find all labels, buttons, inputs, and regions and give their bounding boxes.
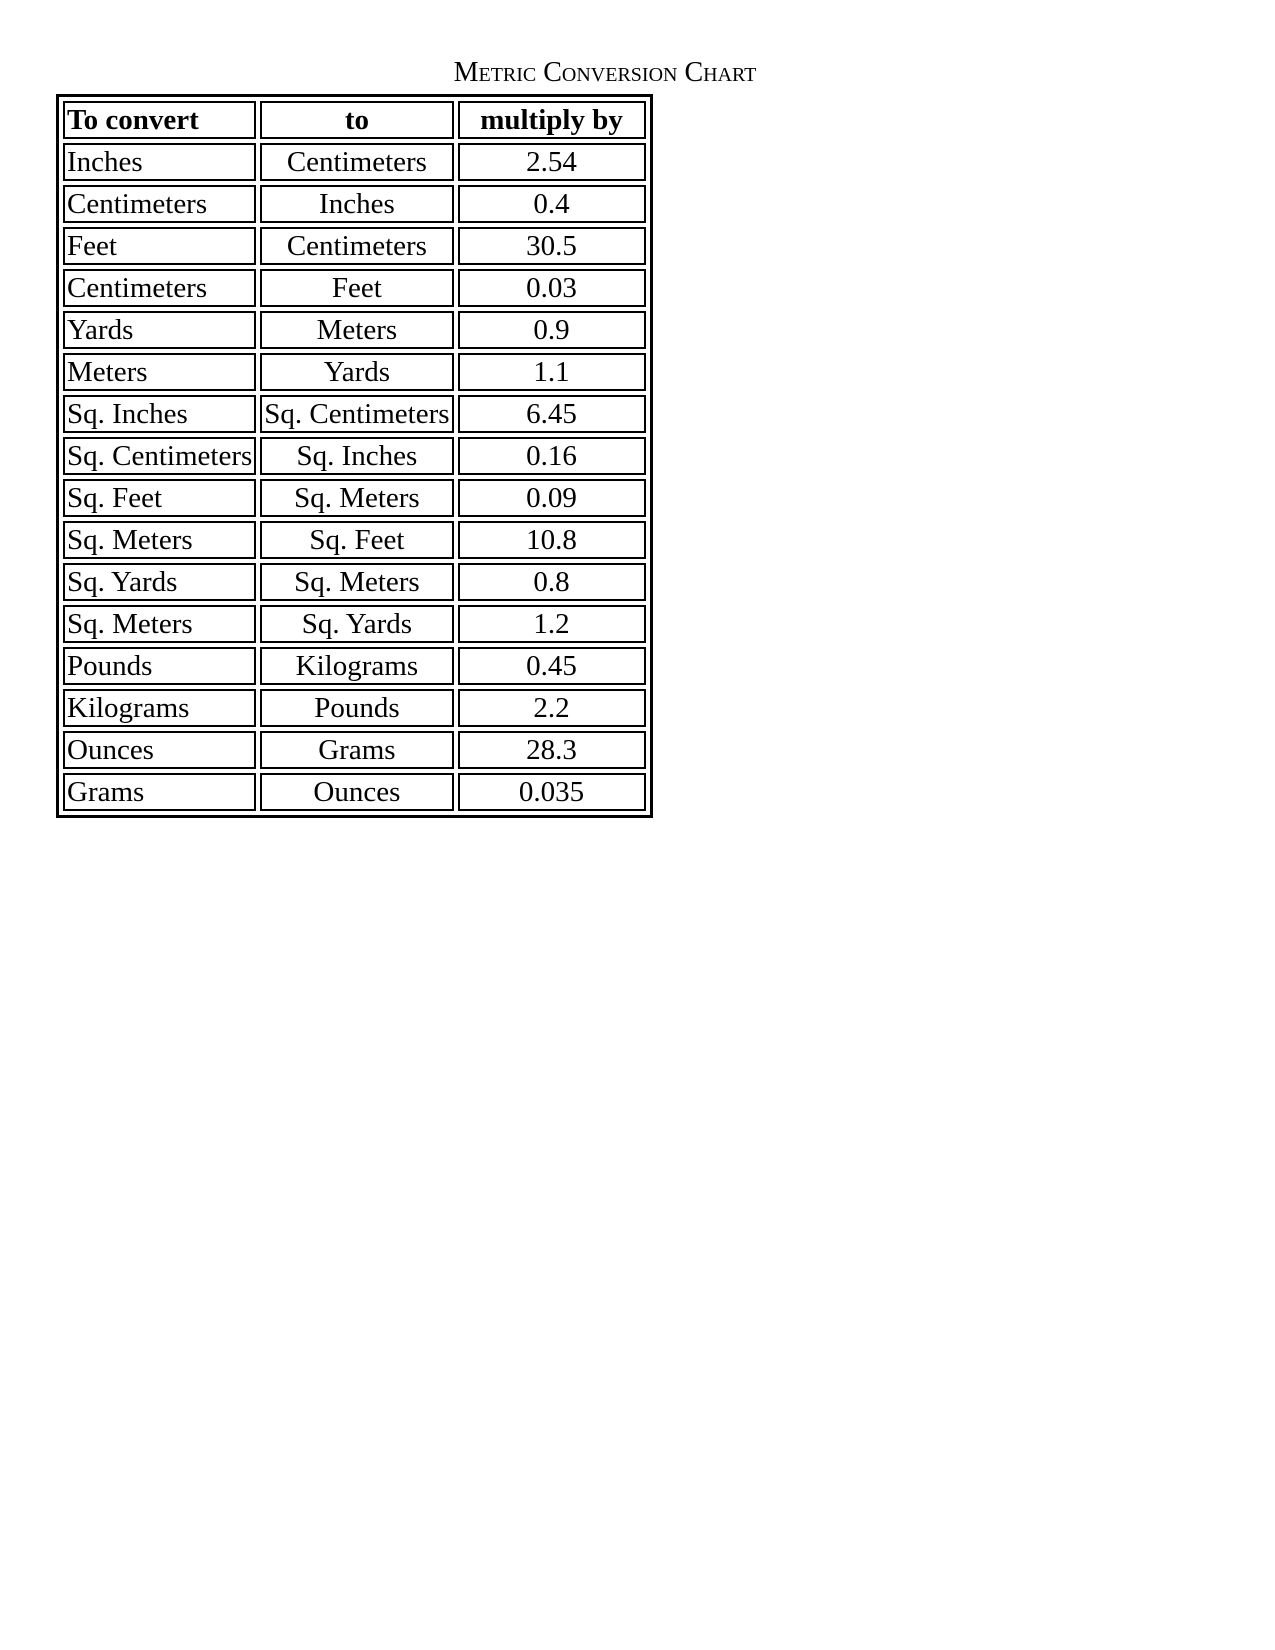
table-row	[63, 143, 646, 181]
factor-cell: 0.16	[458, 437, 646, 475]
from-unit-cell: Ounces	[63, 731, 256, 769]
factor-cell: 28.3	[458, 731, 646, 769]
to-unit-cell: Sq. Meters	[260, 563, 453, 601]
table-row	[63, 773, 646, 811]
table-row	[63, 479, 646, 517]
factor-cell: 0.45	[458, 647, 646, 685]
table-row	[63, 521, 646, 559]
factor-cell: 0.035	[458, 773, 646, 811]
table-row	[63, 647, 646, 685]
from-unit-cell: Grams	[63, 773, 256, 811]
table-row	[63, 563, 646, 601]
to-unit-cell: Sq. Inches	[260, 437, 453, 475]
to-unit-cell: Centimeters	[260, 143, 453, 181]
from-unit-cell: Meters	[63, 353, 256, 391]
page-title: Metric Conversion Chart	[453, 57, 757, 88]
table-row	[63, 605, 646, 643]
factor-cell: 0.03	[458, 269, 646, 307]
conversion-table	[56, 94, 653, 818]
to-unit-cell: Sq. Meters	[260, 479, 453, 517]
to-unit-cell: Ounces	[260, 773, 453, 811]
to-unit-cell: Yards	[260, 353, 453, 391]
table-header-row	[63, 101, 646, 139]
factor-cell: 0.8	[458, 563, 646, 601]
from-unit-cell: Feet	[63, 227, 256, 265]
from-unit-cell: Sq. Inches	[63, 395, 256, 433]
from-unit-cell: Centimeters	[63, 269, 256, 307]
from-unit-cell: Centimeters	[63, 185, 256, 223]
from-unit-cell: Sq. Meters	[63, 521, 256, 559]
from-unit-cell: Yards	[63, 311, 256, 349]
factor-cell: 1.2	[458, 605, 646, 643]
to-unit-cell: Sq. Feet	[260, 521, 453, 559]
from-unit-cell: Sq. Centimeters	[63, 437, 256, 475]
header-multiply-by: multiply by	[458, 101, 646, 139]
table-row	[63, 311, 646, 349]
to-unit-cell: Feet	[260, 269, 453, 307]
factor-cell: 2.54	[458, 143, 646, 181]
table-row	[63, 269, 646, 307]
factor-cell: 1.1	[458, 353, 646, 391]
factor-cell: 6.45	[458, 395, 646, 433]
factor-cell: 0.4	[458, 185, 646, 223]
to-unit-cell: Sq. Centimeters	[260, 395, 453, 433]
table-row	[63, 731, 646, 769]
table-row	[63, 353, 646, 391]
table-row	[63, 227, 646, 265]
table-row	[63, 437, 646, 475]
factor-cell: 2.2	[458, 689, 646, 727]
from-unit-cell: Sq. Feet	[63, 479, 256, 517]
to-unit-cell: Sq. Yards	[260, 605, 453, 643]
table-row	[63, 395, 646, 433]
factor-cell: 10.8	[458, 521, 646, 559]
from-unit-cell: Sq. Yards	[63, 563, 256, 601]
table-row	[63, 185, 646, 223]
from-unit-cell: Inches	[63, 143, 256, 181]
to-unit-cell: Inches	[260, 185, 453, 223]
to-unit-cell: Pounds	[260, 689, 453, 727]
table-row	[63, 689, 646, 727]
to-unit-cell: Centimeters	[260, 227, 453, 265]
factor-cell: 0.9	[458, 311, 646, 349]
header-to-convert: To convert	[63, 101, 256, 139]
from-unit-cell: Sq. Meters	[63, 605, 256, 643]
header-to: to	[260, 101, 453, 139]
from-unit-cell: Pounds	[63, 647, 256, 685]
from-unit-cell: Kilograms	[63, 689, 256, 727]
factor-cell: 30.5	[458, 227, 646, 265]
table-body	[63, 143, 646, 811]
to-unit-cell: Meters	[260, 311, 453, 349]
factor-cell: 0.09	[458, 479, 646, 517]
to-unit-cell: Kilograms	[260, 647, 453, 685]
to-unit-cell: Grams	[260, 731, 453, 769]
